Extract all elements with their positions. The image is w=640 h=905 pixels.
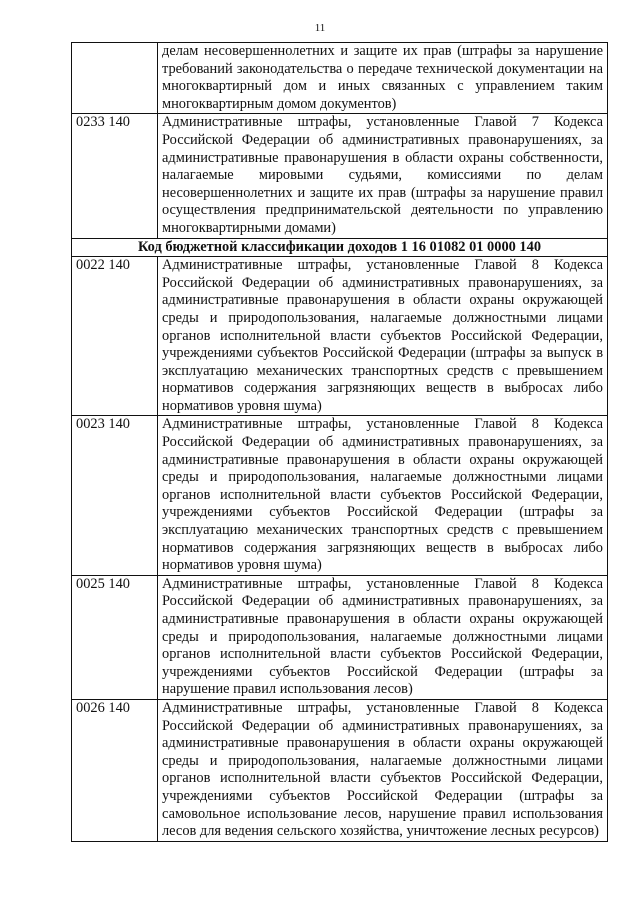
table-row bbox=[72, 699, 608, 841]
page-number: 11 bbox=[314, 22, 326, 34]
row-description: Административные штрафы, установленные Главой 8 Кодекса Российской Федерации об административных правонарушениях, за административные правонарушения в области охраны окружающей среды и природопользования, налагаемые должностными лицами органов исполнительной власти субъектов Российской Федерации, учреждениями субъектов Российской Федерации (штрафы за эксплуатацию механических транспортных средств с превышением нормативов содержания загрязняющих веществ в выбросах либо нормативов уровня шума) bbox=[158, 416, 608, 575]
classification-table bbox=[71, 42, 608, 842]
table-row bbox=[72, 43, 608, 114]
row-description: Административные штрафы, установленные Главой 8 Кодекса Российской Федерации об административных правонарушениях, за административные правонарушения в области охраны окружающей среды и природопользования, налагаемые должностными лицами органов исполнительной власти субъектов Российской Федерации, учреждениями субъектов Российской Федерации (штрафы за нарушение правил использования лесов) bbox=[158, 575, 608, 699]
row-code: 0025 140 bbox=[72, 575, 158, 699]
row-code: 0023 140 bbox=[72, 416, 158, 575]
section-header: Код бюджетной классификации доходов 1 16 01082 01 0000 140 bbox=[72, 238, 608, 257]
row-code: 0022 140 bbox=[72, 257, 158, 416]
table-row bbox=[72, 114, 608, 238]
row-code: 0233 140 bbox=[72, 114, 158, 238]
row-description: делам несовершеннолетних и защите их прав (штрафы за нарушение требований законодательства о передаче технической документации на многоквартирный дом и иных связанных с управлением таким многоквартирным домом документов) bbox=[158, 43, 608, 114]
table-row bbox=[72, 416, 608, 575]
row-description: Административные штрафы, установленные Главой 8 Кодекса Российской Федерации об административных правонарушениях, за административные правонарушения в области охраны окружающей среды и природопользования, налагаемые должностными лицами органов исполнительной власти субъектов Российской Федерации, учреждениями субъектов Российской Федерации (штрафы за выпуск в эксплуатацию механических транспортных средств с превышением нормативов содержания загрязняющих веществ в выбросах либо нормативов уровня шума) bbox=[158, 257, 608, 416]
table-row bbox=[72, 575, 608, 699]
row-code: 0026 140 bbox=[72, 699, 158, 841]
section-header-row bbox=[72, 238, 608, 257]
row-description: Административные штрафы, установленные Главой 7 Кодекса Российской Федерации об административных правонарушениях, за административные правонарушения в области охраны собственности, налагаемые мировыми судьями, комиссиями по делам несовершеннолетних и защите их прав (штрафы за нарушение правил осуществления предпринимательской деятельности по управлению многоквартирными домами) bbox=[158, 114, 608, 238]
table-row bbox=[72, 257, 608, 416]
row-description: Административные штрафы, установленные Главой 8 Кодекса Российской Федерации об административных правонарушениях, за административные правонарушения в области охраны окружающей среды и природопользования, налагаемые должностными лицами органов исполнительной власти субъектов Российской Федерации, учреждениями субъектов Российской Федерации (штрафы за самовольное использование лесов, нарушение правил использования лесов для ведения сельского хозяйства, уничтожение лесных ресурсов) bbox=[158, 699, 608, 841]
row-code bbox=[72, 43, 158, 114]
